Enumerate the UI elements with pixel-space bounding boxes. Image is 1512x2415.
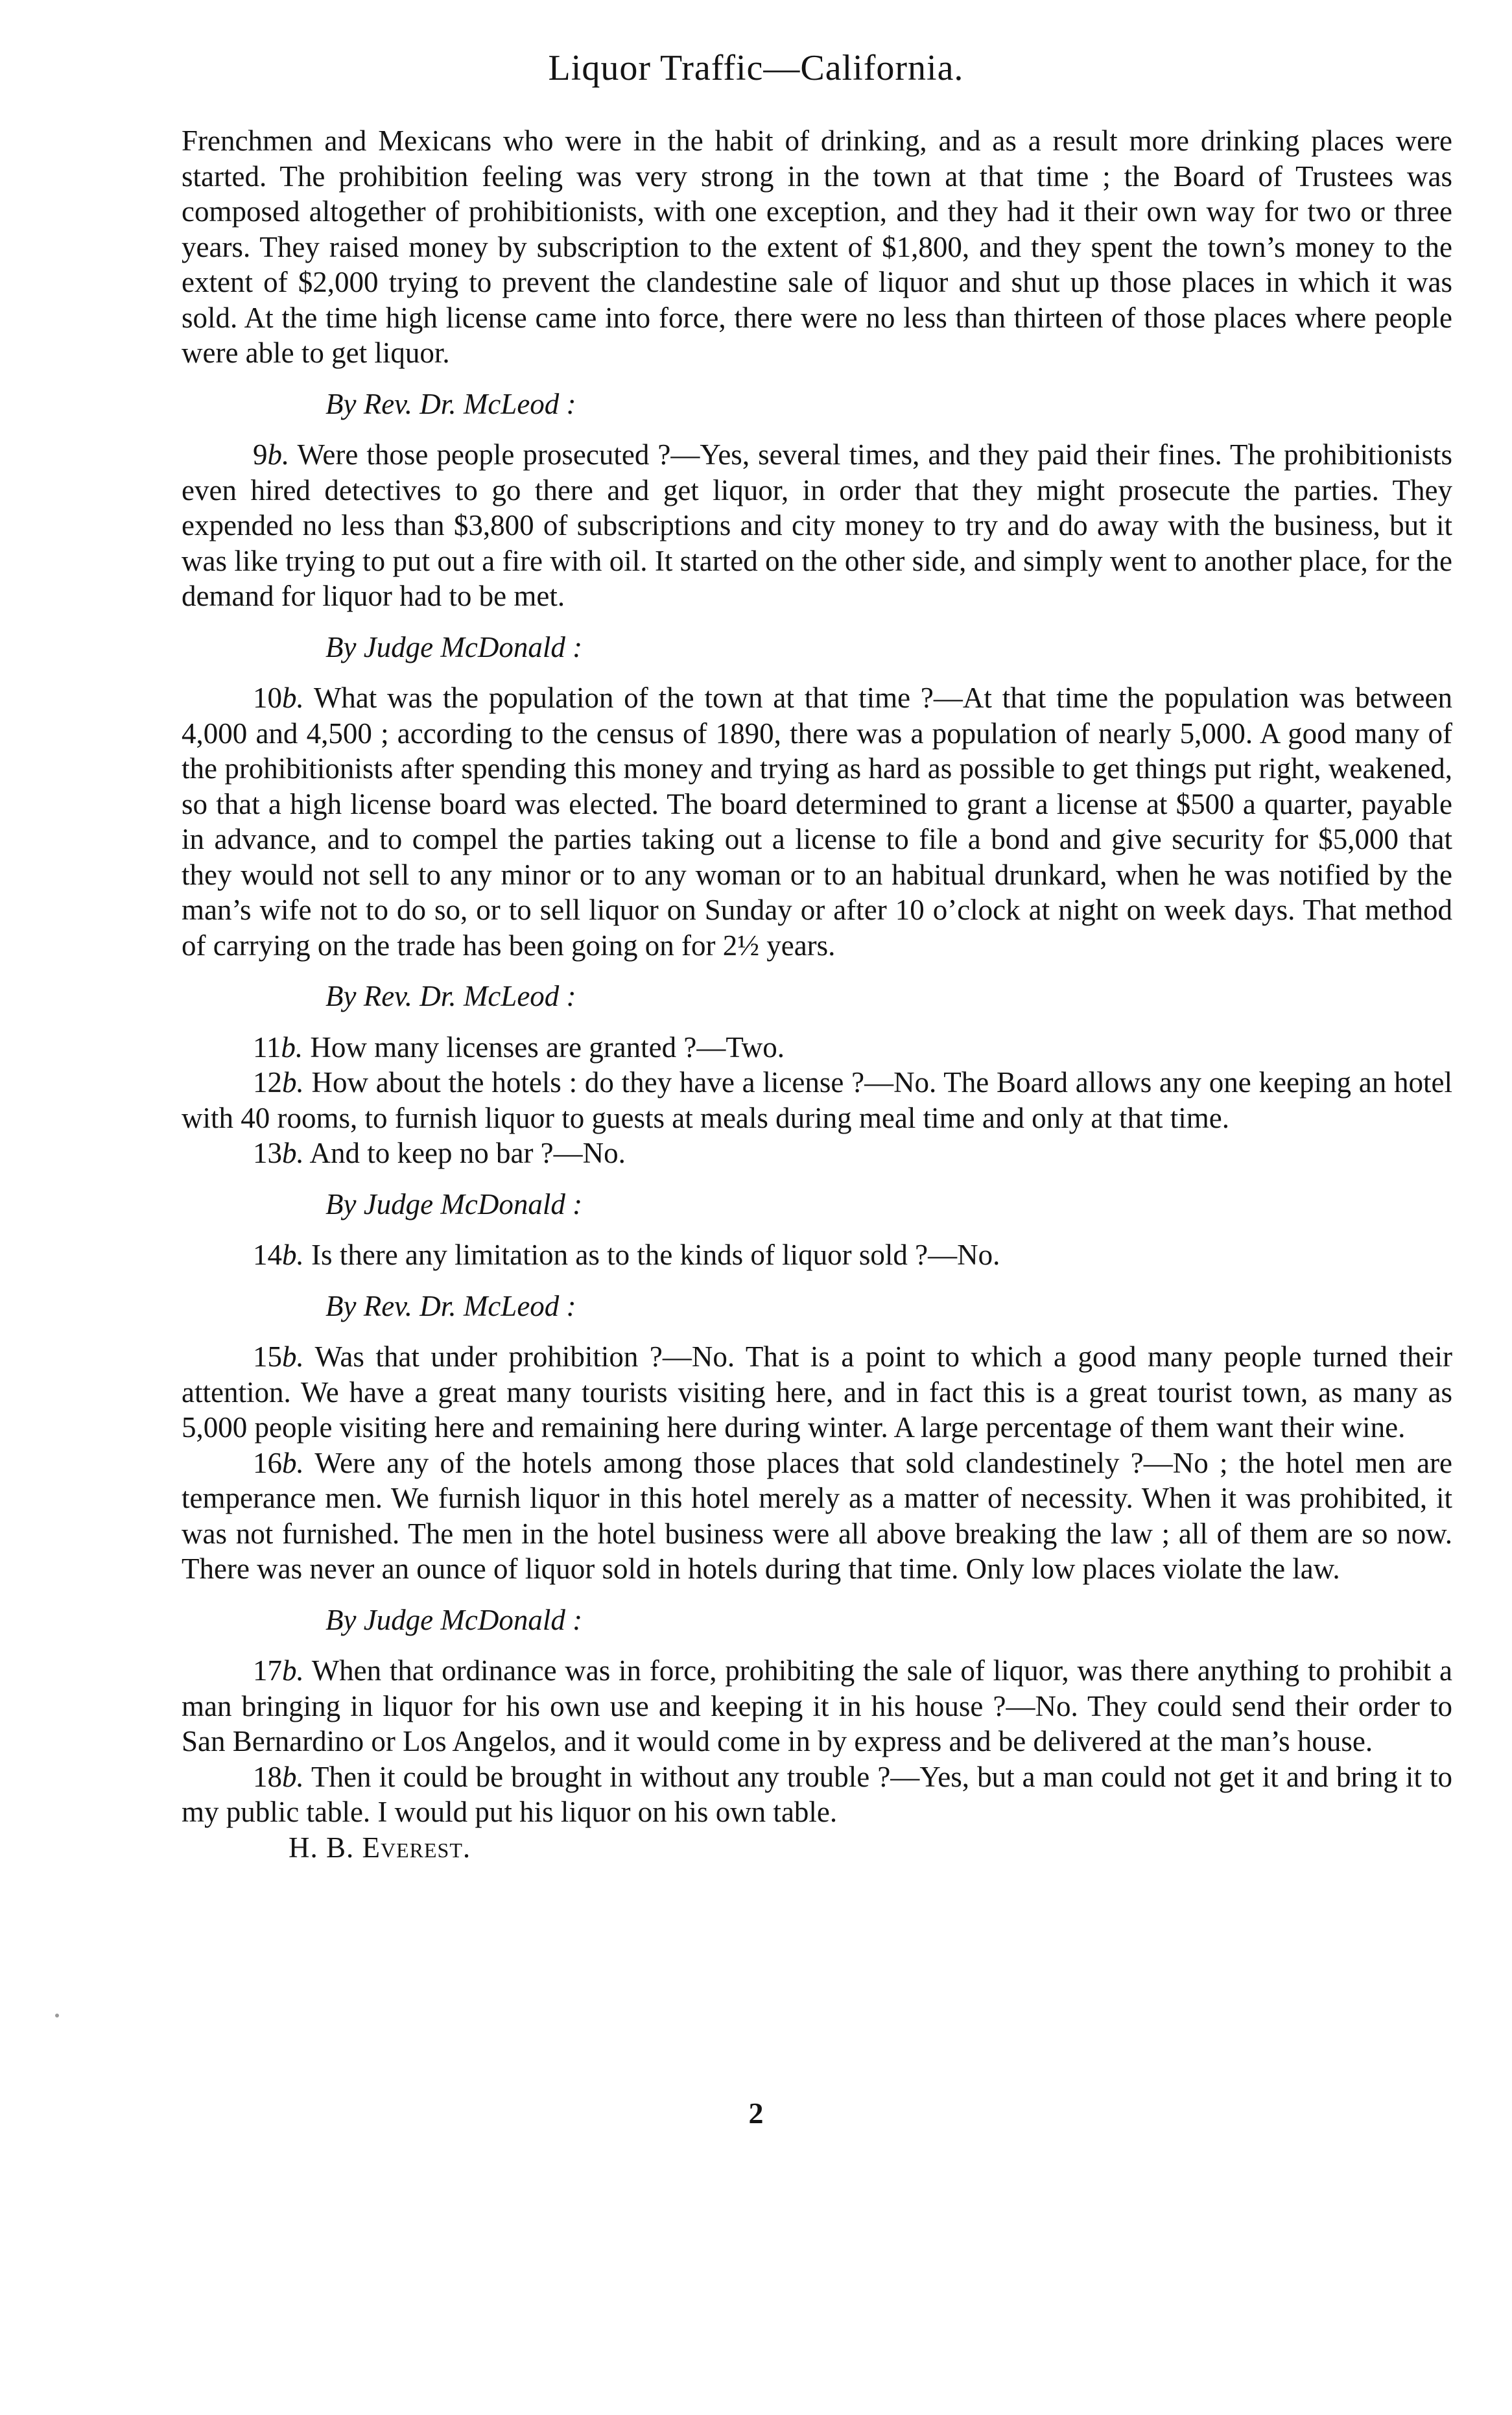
testimony-body [182,123,1452,1865]
margin-speck [55,2014,59,2017]
page-title: Liquor Traffic—California. [548,48,964,88]
question-9b: 9b. Were those people prosecuted ?—Yes, several times, and they paid their fines. The prohibitionists even hired detectives to go there and get liquor, in order that they might prosecute the parties. They expended no less than $3,800 of subscriptions and city money to try and do away with the business, but it was like trying to put out a fire with oil. It started on the other side, and simply went to another place, for the demand for liquor had to be met. [182,438,1453,612]
question-14b: 14b. Is there any limitation as to the kinds of liquor sold ?—No. [253,1239,1000,1271]
question-number: 18b. [253,1760,304,1793]
question-number: 10b. [253,682,304,714]
question-16b: 16b. Were any of the hotels among those places that sold clandestinely ?—No ; the hotel men are temperance men. We furnish liquor in this hotel merely as a matter of necessity. When it was prohibited, it was not furnished. The men in the hotel business were all above breaking the law ; all of them are so now. There was never an ounce of liquor sold in hotels during that time. Only low places violate the law. [182,1446,1452,1585]
question-number: 12b. [253,1066,304,1099]
question-10b: 10b. What was the population of the town at that time ?—At that time the population was between 4,000 and 4,500 ; according to the census of 1890, there was a population of nearly 5,000. A good many of the prohibitionists after spending this money and trying as hard as possible to get things put right, weakened, so that a high license board was elected. The board determined to grant a license at $500 a quarter, payable in advance, and to compel the parties taking out a license to file a bond and give security for $5,000 that they would not sell to any minor or to any woman or to an habitual drunkard, when he was notified by the man’s wife not to do so, or to sell liquor on Sunday or after 10 o’clock at night on week days. That method of carrying on the trade has been going on for 2½ years. [182,682,1453,962]
speaker-heading: By Judge McDonald : [325,630,583,663]
speaker-heading: By Rev. Dr. McLeod : [325,1289,576,1322]
question-number: 16b. [253,1446,304,1479]
question-number: 17b. [253,1654,304,1687]
question-15b: 15b. Was that under prohibition ?—No. That is a point to which a good many people turned their attention. We have a great many tourists visiting here, and in fact this is a great tourist town, as many as 5,000 people visiting here and remaining here during winter. A large percentage of them want their wine. [182,1340,1453,1444]
question-11b: 11b. How many licenses are granted ?—Two. [253,1030,785,1064]
opening-paragraph: Frenchmen and Mexicans who were in the habit of drinking, and as a result more drinking places were started. The prohibition feeling was very strong in the town at that time ; the Board of Trustees was composed altogether of prohibitionists, with one exception, and they had it their own way for two or three years. They raised money by subscription to the extent of $1,800, and they spent the town’s money to the extent of $2,000 trying to prevent the clandestine sale of liquor and shut up those places in which it was sold. At the time high license came into force, there were no less than thirteen of those places where people were able to get liquor. [182,125,1452,369]
question-number: 13b. [253,1137,304,1169]
question-number: 15b. [253,1340,304,1373]
speaker-heading: By Judge McDonald : [325,1603,583,1636]
question-18b: 18b. Then it could be brought in without any trouble ?—Yes, but a man could not get it and bring it to my public table. I would put his liquor on his own table. [182,1760,1452,1828]
speaker-heading: By Rev. Dr. McLeod : [325,980,576,1012]
question-number: 9b. [253,438,290,471]
speaker-heading: By Rev. Dr. McLeod : [325,387,576,420]
page-number: 2 [748,2097,764,2130]
witness-signature: H. B. Everest. [289,1831,471,1864]
question-12b: 12b. How about the hotels : do they have a license ?—No. The Board allows any one keeping an hotel with 40 rooms, to furnish liquor to guests at meals during meal time and only at that time. [182,1066,1452,1134]
question-13b: 13b. And to keep no bar ?—No. [253,1137,626,1169]
question-number: 14b. [253,1239,304,1271]
question-number: 11b. [253,1030,303,1064]
speaker-heading: By Judge McDonald : [325,1187,583,1220]
question-17b: 17b. When that ordinance was in force, prohibiting the sale of liquor, was there anything to prohibit a man bringing in liquor for his own use and keeping it in his house ?—No. They could send their order to San Bernardino or Los Angelos, and it would come in by express and be delivered at the man’s house. [182,1654,1453,1757]
